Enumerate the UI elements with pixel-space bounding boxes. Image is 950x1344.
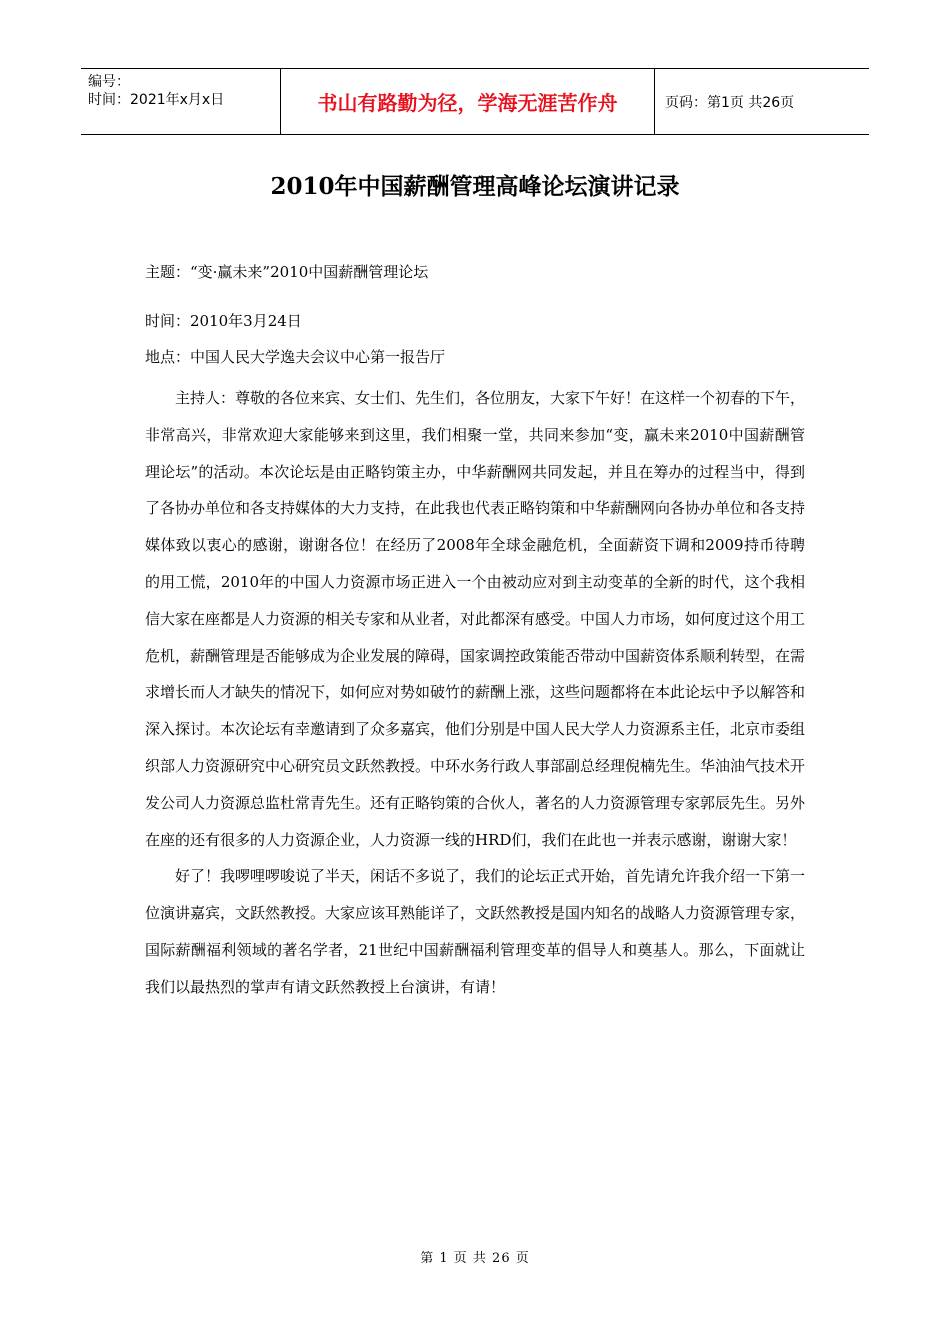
page-footer: 第 1 页 共 26 页 (420, 1251, 530, 1266)
time-label: 时间：2021年x月x日 (88, 92, 225, 108)
topic-line: 主题：“变·赢未来”2010中国薪酬管理论坛 (145, 263, 429, 281)
paragraph-1: 主持人：尊敬的各位来宾、女士们、先生们，各位朋友，大家下午好！在这样一个初春的下午，非常高兴，非常欢迎大家能够来到这里，我们相聚一堂，共同来参加“变，赢未来2010中国薪酬管理论坛”的活动。本次论坛是由正略钧策主办，中华薪酬网共同发起，并且在筹办的过程当中，得到了各协办单位和各支持媒体的大力支持，在此我也代表正略钧策和中华薪酬网向各协办单位和各支持媒体致以衷心的感谢，谢谢各位！在经历了2008年全球金融危机，全面薪资下调和2009持币待聘的用工慌，2010年的中国人力资源市场正进入一个由被动应对到主动变革的全新的时代，这个我相信大家在座都是人力资源的相关专家和从业者，对此都深有感受。中国人力市场，如何度过这个用工危机，薪酬管理是否能够成为企业发展的障碍，国家调控政策能否带动中国薪资体系顺利转型，在需求增长而人才缺失的情况下，如何应对势如破竹的薪酬上涨，这些问题都将在本此论坛中予以解答和深入探讨。本次论坛有幸邀请到了众多嘉宾，他们分别是中国人民大学人力资源系主任，北京市委组织部人力资源研究中心研究员文跃然教授。中环水务行政人事部副总经理倪楠先生。华油油气技术开发公司人力资源总监杜常青先生。还有正略钧策的合伙人，著名的人力资源管理专家郭辰先生。另外在座的还有很多的人力资源企业，人力资源一线的HRD们，我们在此也一并表示感谢，谢谢大家！ (145, 389, 806, 849)
paragraph-2: 好了！我啰哩啰唆说了半天，闲话不多说了，我们的论坛正式开始，首先请允许我介绍一下第一位演讲嘉宾，文跃然教授。大家应该耳熟能详了，文跃然教授是国内知名的战略人力资源管理专家，国际薪酬福利领域的著名学者，21世纪中国薪酬福利管理变革的倡导人和奠基人。那么，下面就让我们以最热烈的掌声有请文跃然教授上台演讲，有请！ (145, 867, 806, 996)
date-line: 时间：2010年3月24日 (145, 312, 302, 330)
header-page-info: 页码：第1页 共26页 (665, 94, 795, 111)
page-header (81, 68, 869, 135)
document-title: 2010年中国薪酬管理高峰论坛演讲记录 (270, 173, 680, 200)
header-meta-cell (81, 69, 281, 134)
number-label: 编号： (88, 74, 130, 90)
location-line: 地点：中国人民大学逸夫会议中心第一报告厅 (145, 348, 446, 366)
document-body (145, 380, 805, 1006)
header-motto: 书山有路勤为径，学海无涯苦作舟 (281, 69, 655, 134)
